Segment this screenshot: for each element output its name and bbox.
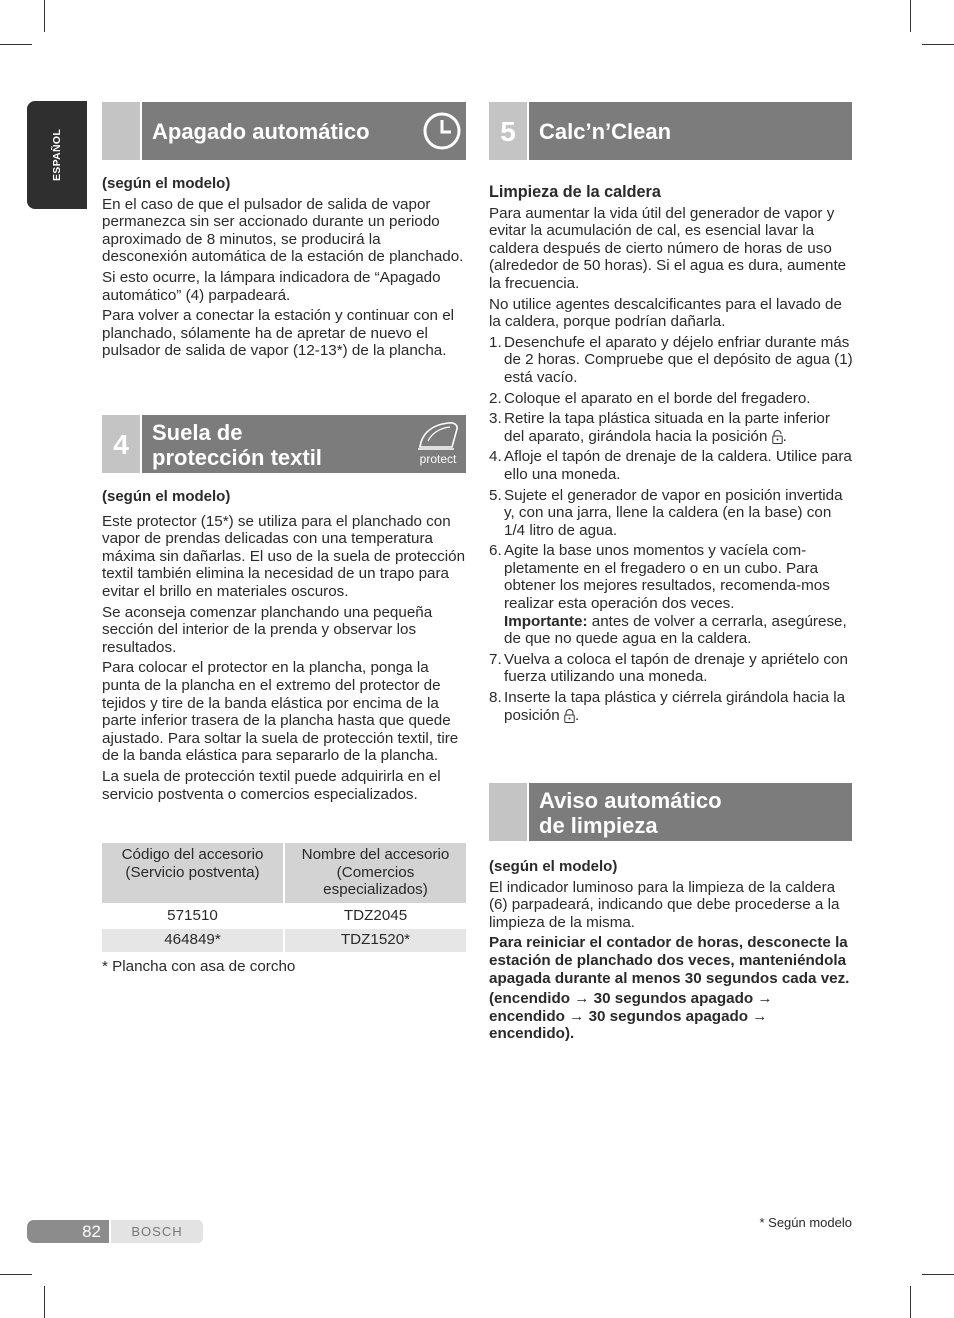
reset-instructions: Para reiniciar el contador de horas, desconecte la estación de planchado dos veces, manteniéndola apagada durante al menos 30 segundos cada vez. <box>489 934 850 987</box>
table-note: * Plancha con asa de corcho <box>102 958 296 975</box>
model-note: (según el modelo) <box>102 488 231 505</box>
table-header: Código del accesorio (Servicio postventa) <box>102 843 284 904</box>
clean-alert-body <box>489 858 852 1046</box>
table-cell: TDZ1520* <box>284 928 466 952</box>
list-item: 1. Desenchufe el aparato y déjelo enfriar durante más de 2 horas. Compruebe que el depósito de agua (1) está vacío. <box>489 333 853 386</box>
crop-mark <box>922 44 954 45</box>
list-item: 6. Agite la base unos momentos y vacíela com-pletamente en el fregadero o en un cubo. Para obtener los mejores resultados, recomenda-mos realizar esta operación dos veces. Importante: antes de volver a cerrarla, asegúrese, de que no quede agua en la caldera. <box>489 542 847 648</box>
paragraph: Este protector (15*) se utiliza para el planchado con vapor de prendas delicadas con una temperatura máxima sin dañarlas. El uso de la suela de protección textil también elimina la necesidad de un trapo para evitar el brillo en materiales oscuros. <box>102 512 466 600</box>
iron-protect-icon <box>414 419 462 469</box>
paragraph: No utilice agentes descalcificantes para el lavado de la caldera, porque podrían dañarla. <box>489 295 842 331</box>
section-title-line1: Suela de <box>152 420 243 445</box>
subsection-title: Limpieza de la caldera <box>489 183 661 201</box>
crop-mark <box>910 0 911 32</box>
paragraph: Se aconseja comenzar planchando una pequeña sección del interior de la prenda y observar los resultados. <box>102 603 433 656</box>
crop-mark <box>922 1274 954 1275</box>
accessories-table <box>102 843 466 952</box>
header-separator <box>527 783 529 841</box>
table-cell: 571510 <box>102 904 284 929</box>
section-number: 5 <box>489 102 527 160</box>
crop-mark <box>44 0 45 32</box>
paragraph: El indicador luminoso para la limpieza de la caldera (6) parpadeará, indicando que debe procederse a la limpieza de la misma. <box>489 878 840 931</box>
crop-mark <box>0 1274 32 1275</box>
paragraph: Si esto ocurre, la lámpara indicadora de “Apagado automático” (4) parpadeará. <box>102 268 441 304</box>
section-header-auto-off <box>102 102 466 160</box>
section-title-line1: Aviso automático <box>539 788 722 813</box>
language-label: ESPAÑOL <box>51 128 63 182</box>
paragraph: Para colocar el protector en la plancha, ponga la punta de la plancha en el extremo del protector de tejidos y tire de la banda elástica por encima de la parte inferior trasera de la plancha hasta que quede ajustado. Para soltar la suela de protección textil, tire de la banda elástica para separarlo de la plancha. <box>102 659 459 765</box>
section-header-clean-alert <box>489 783 852 841</box>
list-item: 4. Afloje el tapón de drenaje de la caldera. Utilice para ello una moneda. <box>489 448 852 483</box>
calc-clean-body <box>489 184 854 727</box>
section-header-calc-clean <box>489 102 852 160</box>
model-note: (según el modelo) <box>489 858 618 875</box>
unlock-position-icon <box>772 430 783 444</box>
reset-sequence: (encendido → 30 segundos apagado → encendido → 30 segundos apagado → encendido). <box>489 990 773 1043</box>
soleplate-body <box>102 488 466 806</box>
paragraph: Para aumentar la vida útil del generador de vapor y evitar la acumulación de cal, es esencial lavar la caldera después de cierto número de horas de uso (alrededor de 50 horas). Si el agua es dura, aumente la frecuencia. <box>489 204 847 292</box>
section-header-soleplate <box>102 415 466 473</box>
table-row <box>102 928 466 952</box>
paragraph: Para volver a conectar la estación y continuar con el planchado, sólamente ha de apretar de nuevo el pulsador de salida de vapor (12-13*) de la plancha. <box>102 307 455 360</box>
crop-mark <box>0 44 32 45</box>
paragraph: La suela de protección textil puede adquirirla en el servicio postventa o comercios especializados. <box>102 767 441 803</box>
header-separator <box>527 102 529 160</box>
steps-list <box>489 334 854 724</box>
section-title-line2: de limpieza <box>539 813 658 838</box>
section-number-blank <box>102 102 140 160</box>
section-title: Apagado automático <box>152 119 370 144</box>
list-item: 8. Inserte la tapa plástica y ciérrela girándola hacia la posición . <box>489 689 846 724</box>
brand-label: BOSCH <box>111 1220 203 1243</box>
list-item: 7. Vuelva a coloca el tapón de drenaje y apriételo con fuerza utilizando una moneda. <box>489 650 848 686</box>
section-number-blank <box>489 783 527 841</box>
crop-mark <box>910 1286 911 1318</box>
table-cell: TDZ2045 <box>284 904 466 929</box>
section-title: Calc’n’Clean <box>539 119 672 144</box>
icon-label: protect <box>419 452 457 466</box>
lock-position-icon <box>564 709 575 723</box>
section-number: 4 <box>102 415 140 473</box>
clock-icon <box>422 111 462 156</box>
table-row <box>102 904 466 929</box>
list-item: 2. Coloque el aparato en el borde del fregadero. <box>489 389 811 407</box>
language-tab <box>27 101 87 209</box>
list-item: 5. Sujete el generador de vapor en posición invertida y, con una jarra, llene la caldera (en la base) con 1/4 litro de agua. <box>489 486 843 539</box>
table-header: Nombre del accesorio (Comercios especializados) <box>284 843 466 904</box>
header-separator <box>140 415 142 473</box>
important-label: Importante: <box>504 612 588 630</box>
model-note: (según el modelo) <box>102 175 231 192</box>
table-cell: 464849* <box>102 928 284 952</box>
list-item: 3. Retire la tapa plástica situada en la parte inferior del aparato, girándola hacia la posición . <box>489 410 830 445</box>
crop-mark <box>44 1286 45 1318</box>
section-title-line2: protección textil <box>152 445 322 470</box>
footnote: * Según modelo <box>759 1215 852 1230</box>
paragraph: En el caso de que el pulsador de salida de vapor permanezca sin ser accionado durante un periodo aproximado de 8 minutos, se producirá la desconexión automática de la estación de planchado. <box>102 195 464 266</box>
header-separator <box>140 102 142 160</box>
auto-off-body <box>102 175 466 363</box>
page-number: 82 <box>27 1220 109 1243</box>
